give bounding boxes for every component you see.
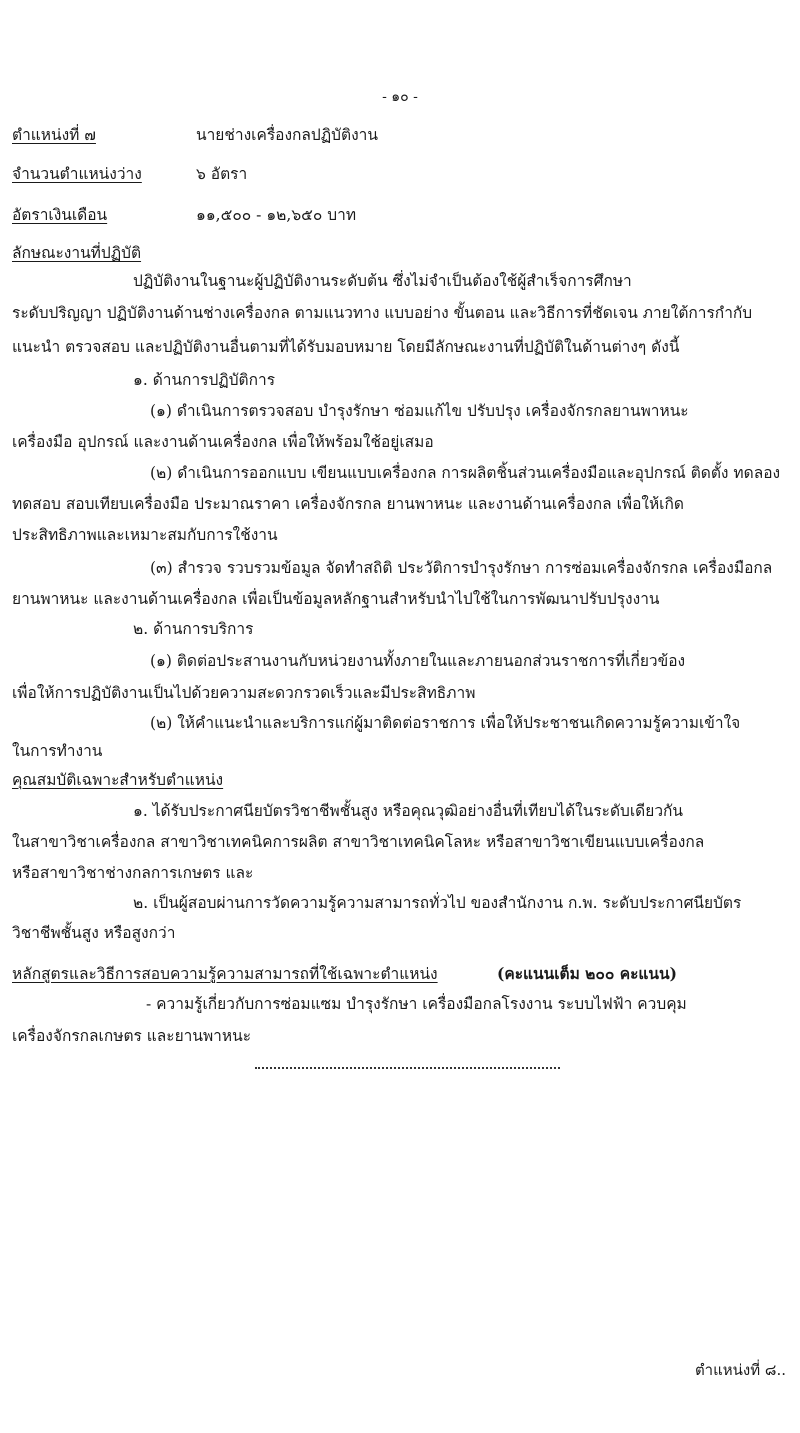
qualification-item-1-line: ในสาขาวิชาเครื่องกล สาขาวิชาเทคนิคการผลิต สาขาวิชาเทคนิคโลหะ หรือสาขาวิชาเขียนแบบเครื่องกล	[12, 833, 705, 851]
service-item-1-line: เพื่อให้การปฏิบัติงานเป็นไปด้วยความสะดวกรวดเร็วและมีประสิทธิภาพ	[12, 684, 476, 702]
service-item-2-line: (๒) ให้คำแนะนำและบริการแก่ผู้มาติดต่อราชการ เพื่อให้ประชาชนเกิดความรู้ความเข้าใจ	[150, 714, 741, 732]
salary-value: ๑๑,๕๐๐ - ๑๒,๖๕๐ บาท	[196, 206, 357, 224]
service-item-2-line: ในการทำงาน	[12, 742, 103, 760]
qualification-item-2-line: ๒. เป็นผู้สอบผ่านการวัดความรู้ความสามารถทั่วไป ของสำนักงาน ก.พ. ระดับประกาศนียบัตร	[133, 894, 742, 912]
salary-label: อัตราเงินเดือน	[12, 206, 108, 224]
vacancy-label: จำนวนตำแหน่งว่าง	[12, 165, 142, 183]
job-intro-line: ระดับปริญญา ปฏิบัติงานด้านช่างเครื่องกล ตามแนวทาง แบบอย่าง ขั้นตอน และวิธีการที่ชัดเจน ภายใต้การกำกับ	[12, 304, 753, 322]
operations-item-1-line: เครื่องมือ อุปกรณ์ และงานด้านเครื่องกล เพื่อให้พร้อมใช้อยู่เสมอ	[12, 433, 434, 451]
qualification-item-1-line: ๑. ได้รับประกาศนียบัตรวิชาชีพชั้นสูง หรือคุณวุฒิอย่างอื่นที่เทียบได้ในระดับเดียวกัน	[133, 802, 684, 820]
operations-item-3-line: ยานพาหนะ และงานด้านเครื่องกล เพื่อเป็นข้อมูลหลักฐานสำหรับนำไปใช้ในการพัฒนาปรับปรุงงาน	[12, 590, 660, 608]
job-intro-line: ปฏิบัติงานในฐานะผู้ปฏิบัติงานระดับต้น ซึ่งไม่จำเป็นต้องใช้ผู้สำเร็จการศึกษา	[133, 272, 632, 290]
qualification-item-2-line: วิชาชีพชั้นสูง หรือสูงกว่า	[12, 924, 176, 942]
section-service-title: ๒. ด้านการบริการ	[133, 620, 254, 638]
job-description-heading: ลักษณะงานที่ปฏิบัติ	[12, 244, 142, 262]
position-label: ตำแหน่งที่ ๗	[12, 126, 96, 144]
operations-item-2-line: ทดสอบ สอบเทียบเครื่องมือ ประมาณราคา เครื่องจักรกล ยานพาหนะ และงานด้านเครื่องกล เพื่อให้เกิด	[12, 495, 684, 513]
vacancy-value: ๖ อัตรา	[196, 165, 248, 183]
exam-content-line: - ความรู้เกี่ยวกับการซ่อมแซม บำรุงรักษา เครื่องมือกลโรงงาน ระบบไฟฟ้า ควบคุม	[146, 995, 687, 1013]
exam-heading: หลักสูตรและวิธีการสอบความรู้ความสามารถที่ใช้เฉพาะตำแหน่ง	[12, 965, 438, 983]
operations-item-1-line: (๑) ดำเนินการตรวจสอบ บำรุงรักษา ซ่อมแก้ไข ปรับปรุง เครื่องจักรกลยานพาหนะ	[150, 402, 689, 420]
job-intro-line: แนะนำ ตรวจสอบ และปฏิบัติงานอื่นตามที่ได้รับมอบหมาย โดยมีลักษณะงานที่ปฏิบัติในด้านต่างๆ ดังนี้	[12, 338, 680, 356]
section-operations-title: ๑. ด้านการปฏิบัติการ	[133, 371, 276, 389]
service-item-1-line: (๑) ติดต่อประสานงานกับหน่วยงานทั้งภายในและภายนอกส่วนราชการที่เกี่ยวข้อง	[150, 652, 686, 670]
exam-score: (คะแนนเต็ม ๒๐๐ คะแนน)	[497, 964, 677, 983]
exam-content-line: เครื่องจักรกลเกษตร และยานพาหนะ	[12, 1027, 252, 1045]
operations-item-2-line: (๒) ดำเนินการออกแบบ เขียนแบบเครื่องกล การผลิตชิ้นส่วนเครื่องมือและอุปกรณ์ ติดตั้ง ทดลอง	[150, 464, 781, 482]
page-number: - ๑๐ -	[382, 89, 418, 105]
qualification-item-1-line: หรือสาขาวิชาช่างกลการเกษตร และ	[12, 864, 254, 882]
qualification-heading: คุณสมบัติเฉพาะสำหรับตำแหน่ง	[12, 771, 224, 789]
position-value: นายช่างเครื่องกลปฏิบัติงาน	[196, 126, 378, 144]
next-position-note: ตำแหน่งที่ ๘..	[694, 1361, 786, 1379]
operations-item-3-line: (๓) สำรวจ รวบรวมข้อมูล จัดทำสถิติ ประวัติการบำรุงรักษา การซ่อมเครื่องจักรกล เครื่องมือกล	[150, 559, 773, 577]
operations-item-2-line: ประสิทธิภาพและเหมาะสมกับการใช้งาน	[12, 526, 278, 544]
dotted-separator	[255, 1067, 560, 1069]
